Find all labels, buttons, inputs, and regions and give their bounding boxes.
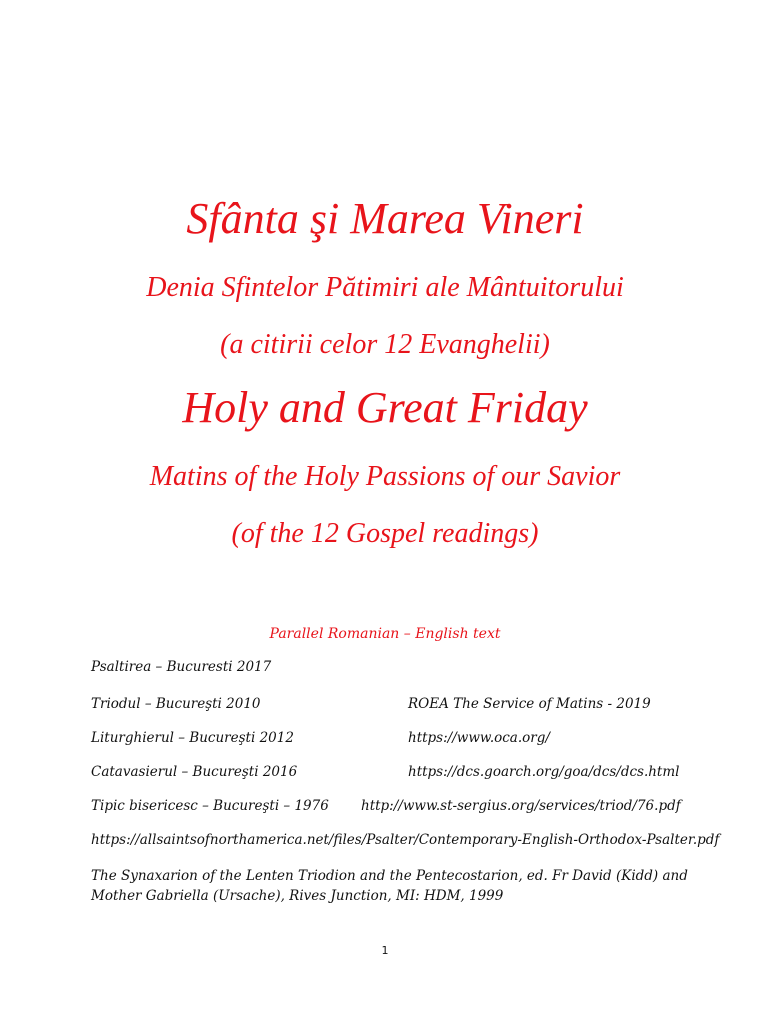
source-synaxarion: The Synaxarion of the Lenten Triodion and the Pentecostarion, ed. Fr David (Kidd) and Mother Gabriella (Ursache), Rives Junction, MI: HDM, 1999 (91, 868, 688, 904)
source-link-oca[interactable]: https://www.oca.org/ (408, 730, 550, 746)
page-number: 1 (381, 944, 389, 957)
source-left-item: Triodul – Bucureşti 2010 (91, 696, 261, 712)
source-right-item: ROEA The Service of Matins - 2019 (408, 696, 651, 712)
source-left-item: Liturghierul – Bucureşti 2012 (91, 730, 294, 746)
source-left-item: Catavasierul – Bucureşti 2016 (91, 764, 298, 780)
romanian-subtitle-parenthetical: (a citirii celor 12 Evanghelii) (220, 329, 550, 360)
source-link-psalter[interactable]: https://allsaintsofnorthamerica.net/files/Psalter/Contemporary-English-Orthodox-Psalter.pdf (91, 832, 720, 848)
english-subtitle-parenthetical: (of the 12 Gospel readings) (231, 518, 539, 549)
source-left-item: Tipic bisericesc – Bucureşti – 1976 (91, 798, 329, 814)
source-psaltirea: Psaltirea – Bucuresti 2017 (91, 659, 272, 675)
romanian-main-title: Sfânta şi Marea Vineri (186, 194, 584, 243)
english-subtitle: Matins of the Holy Passions of our Savior (149, 461, 621, 492)
source-link-goarch[interactable]: https://dcs.goarch.org/goa/dcs/dcs.html (408, 764, 680, 780)
parallel-text-note: Parallel Romanian – English text (269, 626, 501, 642)
english-main-title: Holy and Great Friday (182, 383, 588, 432)
romanian-subtitle: Denia Sfintelor Pătimiri ale Mântuitorului (146, 272, 624, 303)
source-link-st-sergius[interactable]: http://www.st-sergius.org/services/triod/76.pdf (361, 798, 681, 814)
